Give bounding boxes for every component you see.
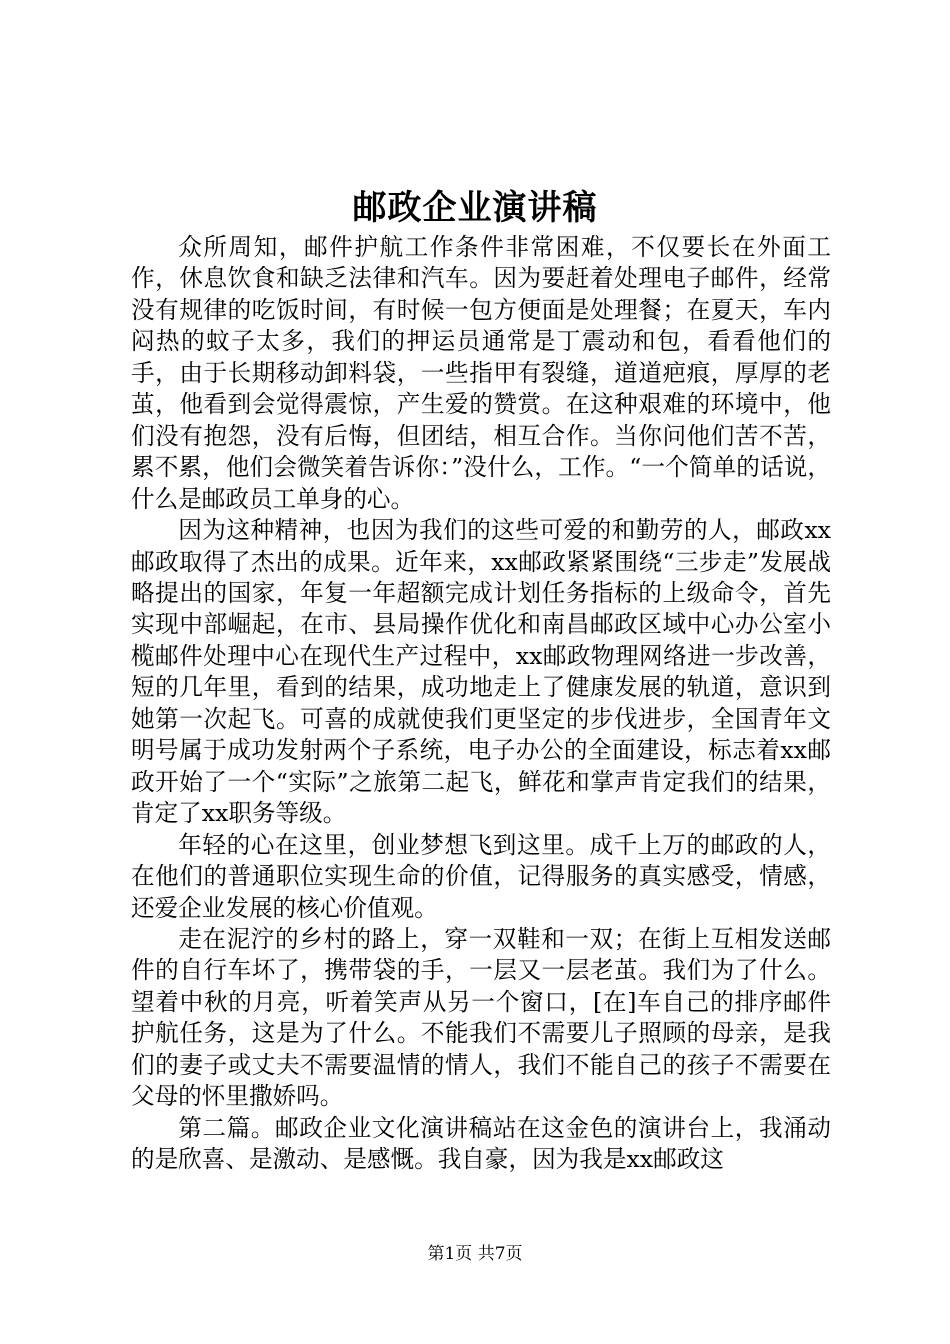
document-title: 邮政企业演讲稿 bbox=[352, 188, 598, 228]
paragraph-3: 年轻的心在这里，创业梦想飞到这里。成千上万的邮政的人，在他们的普通职位实现生命的价值，记得服务的真实感受，情感，还爱企业发展的核心价值观。 bbox=[131, 830, 831, 922]
paragraph-4: 走在泥泞的乡村的路上，穿一双鞋和一双；在街上互相发送邮件的自行车坏了，携带袋的手，一层又一层老茧。我们为了什么。望着中秋的月亮，听着笑声从另一个窗口，[在]车自己的排序邮件护航任务，这是为了什么。不能我们不需要儿子照顾的母亲，是我们的妻子或丈夫不需要温情的情人，我们不能自己的孩子不需要在父母的怀里撒娇吗。 bbox=[131, 924, 831, 1111]
paragraph-2: 因为这种精神，也因为我们的这些可爱的和勤劳的人，邮政xx邮政取得了杰出的成果。近年来，xx邮政紧紧围绕“三步走”发展战略提出的国家，年复一年超额完成计划任务指标的上级命令，首先实现中部崛起，在市、县局操作优化和南昌邮政区域中心办公室小榄邮件处理中心在现代生产过程中，xx邮政物理网络进一步改善，短的几年里，看到的结果，成功地走上了健康发展的轨道，意识到她第一次起飞。可喜的成就使我们更坚定的步伐进步，全国青年文明号属于成功发射两个子系统，电子办公的全面建设，标志着xx邮政开始了一个“实际”之旅第二起飞，鲜花和掌声肯定我们的结果，肯定了xx职务等级。 bbox=[131, 516, 831, 828]
paragraph-1: 众所周知，邮件护航工作条件非常困难，不仅要长在外面工作，休息饮食和缺乏法律和汽车。因为要赶着处理电子邮件，经常没有规律的吃饭时间，有时候一包方便面是处理餐；在夏天，车内闷热的蚊子太多，我们的押运员通常是丁震动和包，看看他们的手，由于长期移动卸料袋，一些指甲有裂缝，道道疤痕，厚厚的老茧，他看到会觉得震惊，产生爱的赞赏。在这种艰难的环境中，他们没有抱怨，没有后悔，但团结，相互合作。当你问他们苦不苦，累不累，他们会微笑着告诉你：”没什么，工作。“一个简单的话说，什么是邮政员工单身的心。 bbox=[131, 233, 831, 513]
page-footer: 第1页 共7页 bbox=[427, 1244, 523, 1264]
paragraph-5: 第二篇。邮政企业文化演讲稿站在这金色的演讲台上，我涌动的是欣喜、是激动、是感慨。我自豪，因为我是xx邮政这 bbox=[131, 1113, 831, 1174]
document-body bbox=[131, 232, 831, 1176]
